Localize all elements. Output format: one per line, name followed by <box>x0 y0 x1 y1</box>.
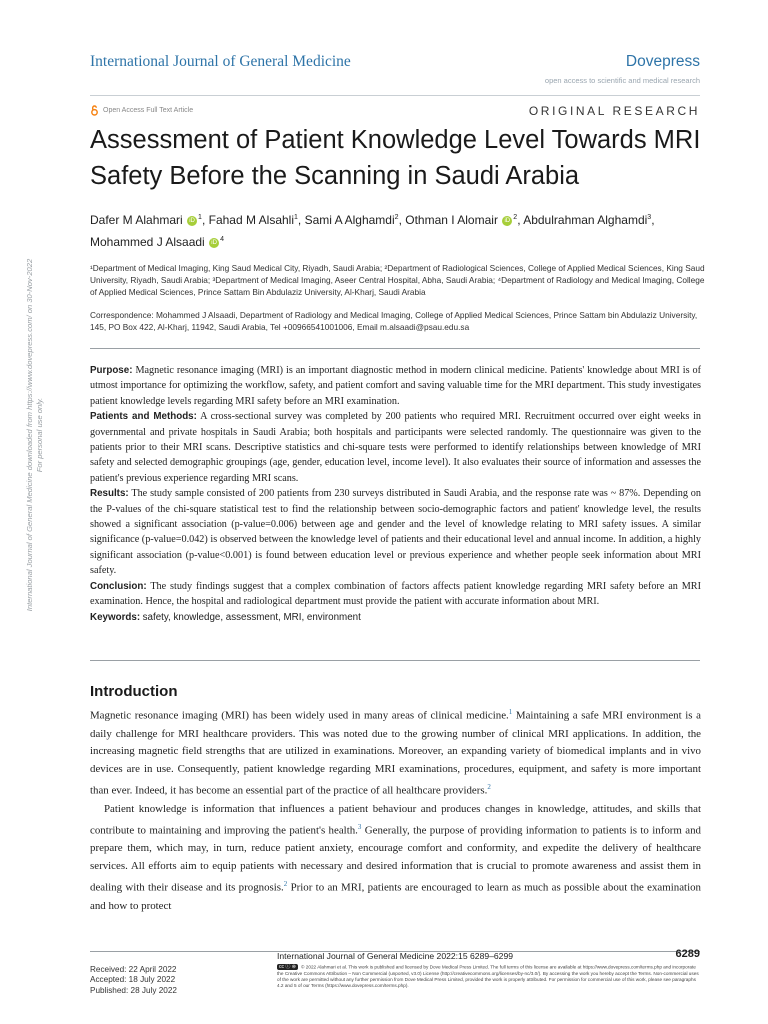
author-affiliation-sup: 2 <box>513 214 518 221</box>
abstract-bottom-rule <box>90 660 700 661</box>
citation-link[interactable]: 1 <box>508 708 513 716</box>
footer-citation: International Journal of General Medicine 2022:15 6289–6299 <box>277 951 514 961</box>
article-title: Assessment of Patient Knowledge Level Towards MRI Safety Before the Scanning in Saudi Arabia <box>90 126 701 190</box>
license-text: cc ⓘ ⊜ © 2022 Alahmari et al. This work is published and licensed by Dove Medical Press Limited. The full terms of this license are available at https://www.dovepress.com/terms.php and incorporate the Creative Commons Attribution – Non Commercial (unported, v3.0) License (http://creativecommons.org/licenses/by-nc/3.0/). By accessing the work you hereby accept the Terms. Non-commercial uses of the work are permitted without any further permission from Dove Medical Press Limited, provided the work is properly attributed. For permission for commercial use of this work, please see paragraphs 4.2 and 5 of our Terms (https://www.dovepress.com/terms.php). <box>277 964 699 988</box>
abstract <box>90 363 701 625</box>
introduction-body <box>90 704 701 915</box>
journal-name[interactable]: International Journal of General Medicine <box>90 53 351 70</box>
publisher-logo[interactable]: Dovepress <box>625 53 700 70</box>
orcid-icon[interactable]: iD <box>502 216 512 226</box>
orcid-icon[interactable]: iD <box>187 216 197 226</box>
download-watermark <box>25 200 44 670</box>
article-type: ORIGINAL RESEARCH <box>528 104 700 118</box>
author-affiliation-sup: 1 <box>294 214 298 221</box>
citation-link[interactable]: 3 <box>357 822 362 831</box>
publisher-tagline: open access to scientific and medical research <box>544 76 700 85</box>
received-date: Received: 22 April 2022 <box>90 965 177 974</box>
author-affiliation-sup: 1 <box>198 214 202 221</box>
citation-link[interactable]: 2 <box>487 783 491 792</box>
creative-commons-icon[interactable]: cc ⓘ ⊜ <box>279 964 296 970</box>
abstract-methods: Patients and Methods: A cross-sectional survey was completed by 200 patients who required MRI. Recruitment occurred over eight weeks in governmental and private hospitals in Saudi Arabia; both hospitals and participants were selected randomly. The questionnaire was given to the patients prior to their MRI scans. Descriptive statistics and chi-square tests were performed to identify relationships between knowledge of MRI safety and selected demographic groupings (age, gender, education level, income level). It also evaluates their source of information and assesses the patient's previous experience regarding MRI scans. <box>90 411 702 484</box>
abstract-keywords: Keywords: safety, knowledge, assessment, MRI, environment <box>90 611 361 623</box>
author-name: Abdulrahman Alghamdi <box>523 213 648 227</box>
abstract-top-rule <box>90 348 700 349</box>
abstract-results: Results: The study sample consisted of 200 patients from 230 surveys distributed in Saudi Arabia, and the response rate was ~ 87%. Depending on the P-values of the chi-square statistical test to find the relationship between socio-demographic factors and patient' knowledge level, the results showed a significant association (p-value=0.006) between age and gender and the level of knowledge relating to MRI safety issues. A similar significance (p-value=0.042) is observed between the knowledge level of patients and their educational level and annual income. In addition, a highly significant association (p-value<0.001) is found between education level or previous experience and whether people seek information about MRI safety. <box>90 488 701 577</box>
author-affiliation-sup: 3 <box>647 214 652 221</box>
author-name: Mohammed J Alsaadi <box>90 235 205 249</box>
published-date: Published: 28 July 2022 <box>90 985 177 995</box>
header-divider <box>90 95 700 96</box>
author-affiliation-sup: 2 <box>394 214 399 221</box>
intro-paragraph-1: Magnetic resonance imaging (MRI) has been widely used in many areas of clinical medicine.$^1$ Maintaining a safe MRI environment is a daily challenge for MRI healthcare providers. This was noted due to the growing number of clinical MRI applications. In addition, the increasing magnetic field strengths that are utilized in examinations. Moreover, an expanding variety of biomedical implants and in vivo devices are in use. Consequently, patient knowledge regarding MRI examinations, procedures, equipment, and safety is more important than ever. Indeed, it has become an essential part of the practice of all healthcare providers.$^2$ <box>90 708 701 797</box>
introduction-heading: Introduction <box>90 683 178 700</box>
open-access-badge <box>90 105 193 116</box>
open-access-label: Open Access Full Text Article <box>103 107 194 114</box>
abstract-conclusion: Conclusion: The study findings suggest that a complex combination of factors affects patient knowledge regarding MRI safety before an MRI examination. Hence, the hospital and radiological department must provide the patient with accurate information about MRI. <box>90 580 701 608</box>
author-list: Dafer M Alahmari iD $^1$, Fahad M Alsahli$^1$, Sami A Alghamdi$^2$, Othman I Alomair iD $^2$, Abdulrahman Alghamdi$^3$, Mohammed J Alsaadi iD $^4$ <box>90 213 655 249</box>
orcid-icon[interactable]: iD <box>209 238 219 248</box>
watermark-line-2: For personal use only. <box>35 397 44 473</box>
citation-link[interactable]: 2 <box>283 880 288 889</box>
abstract-purpose: Purpose: Magnetic resonance imaging (MRI) is an important diagnostic method in modern clinical medicine. Patients' knowledge about MRI is of utmost importance for optimizing the workflow, safety, and patient comfort and saving valuable time for the MRI department. This study investigates patient knowledge levels regarding MRI safety before an MRI examination. <box>90 365 702 407</box>
author-name: Dafer M Alahmari <box>90 213 183 227</box>
page-number: 6289 <box>675 948 700 960</box>
watermark-line-1: International Journal of General Medicine downloaded from https://www.dovepress.com/ on 30-Nov-2022 <box>25 258 34 612</box>
accepted-date: Accepted: 18 July 2022 <box>90 975 176 985</box>
correspondence: Correspondence: Mohammed J Alsaadi, Department of Radiology and Medical Imaging, College of Applied Medical Sciences, Prince Sattam bin Abdulaziz University, 145, PO Box 422, Al-Kharj, 11942, Saudi Arabia, Tel +00966541001006, Email m.alsaadi@psau.edu.sa <box>90 310 698 332</box>
open-access-icon <box>90 105 99 116</box>
article-dates <box>90 965 177 996</box>
author-affiliation-sup: 4 <box>220 236 224 243</box>
author-name: Sami A Alghamdi <box>304 213 395 227</box>
author-name: Othman I Alomair <box>405 213 498 227</box>
intro-paragraph-2: Patient knowledge is information that influences a patient behaviour and produces changes in knowledge, attitudes, and skills that contribute to maintaining and improving the patient's health.$^3$ Generally, the purpose of providing information to patients is to inform and prepare them, which may, in turn, reduce patient anxiety, encourage comfort and conformity, and expedite the delivery of healthcare services. All efforts aim to equip patients with necessary and desired information that is crucial to promote awareness and assist them in dealing with their disease and its prognosis.$^2$ Prior to an MRI, patients are encouraged to learn as much as possible about the examination and how to protect <box>90 802 701 912</box>
affiliations: ¹Department of Medical Imaging, King Saud Medical City, Riyadh, Saudi Arabia; ²Department of Radiological Sciences, College of Applied Medical Sciences, King Saud University, Riyadh, Saudi Arabia; ³Department of Medical Imaging, Aseer Central Hospital, Abha, Saudi Arabia; ⁴Department of Radiology and Medical Imaging, College of Applied Medical Sciences, Prince Sattam Bin Abdulaziz University, Al-Kharj, Saudi Arabia <box>90 263 705 297</box>
author-name: Fahad M Alsahli <box>208 213 295 227</box>
